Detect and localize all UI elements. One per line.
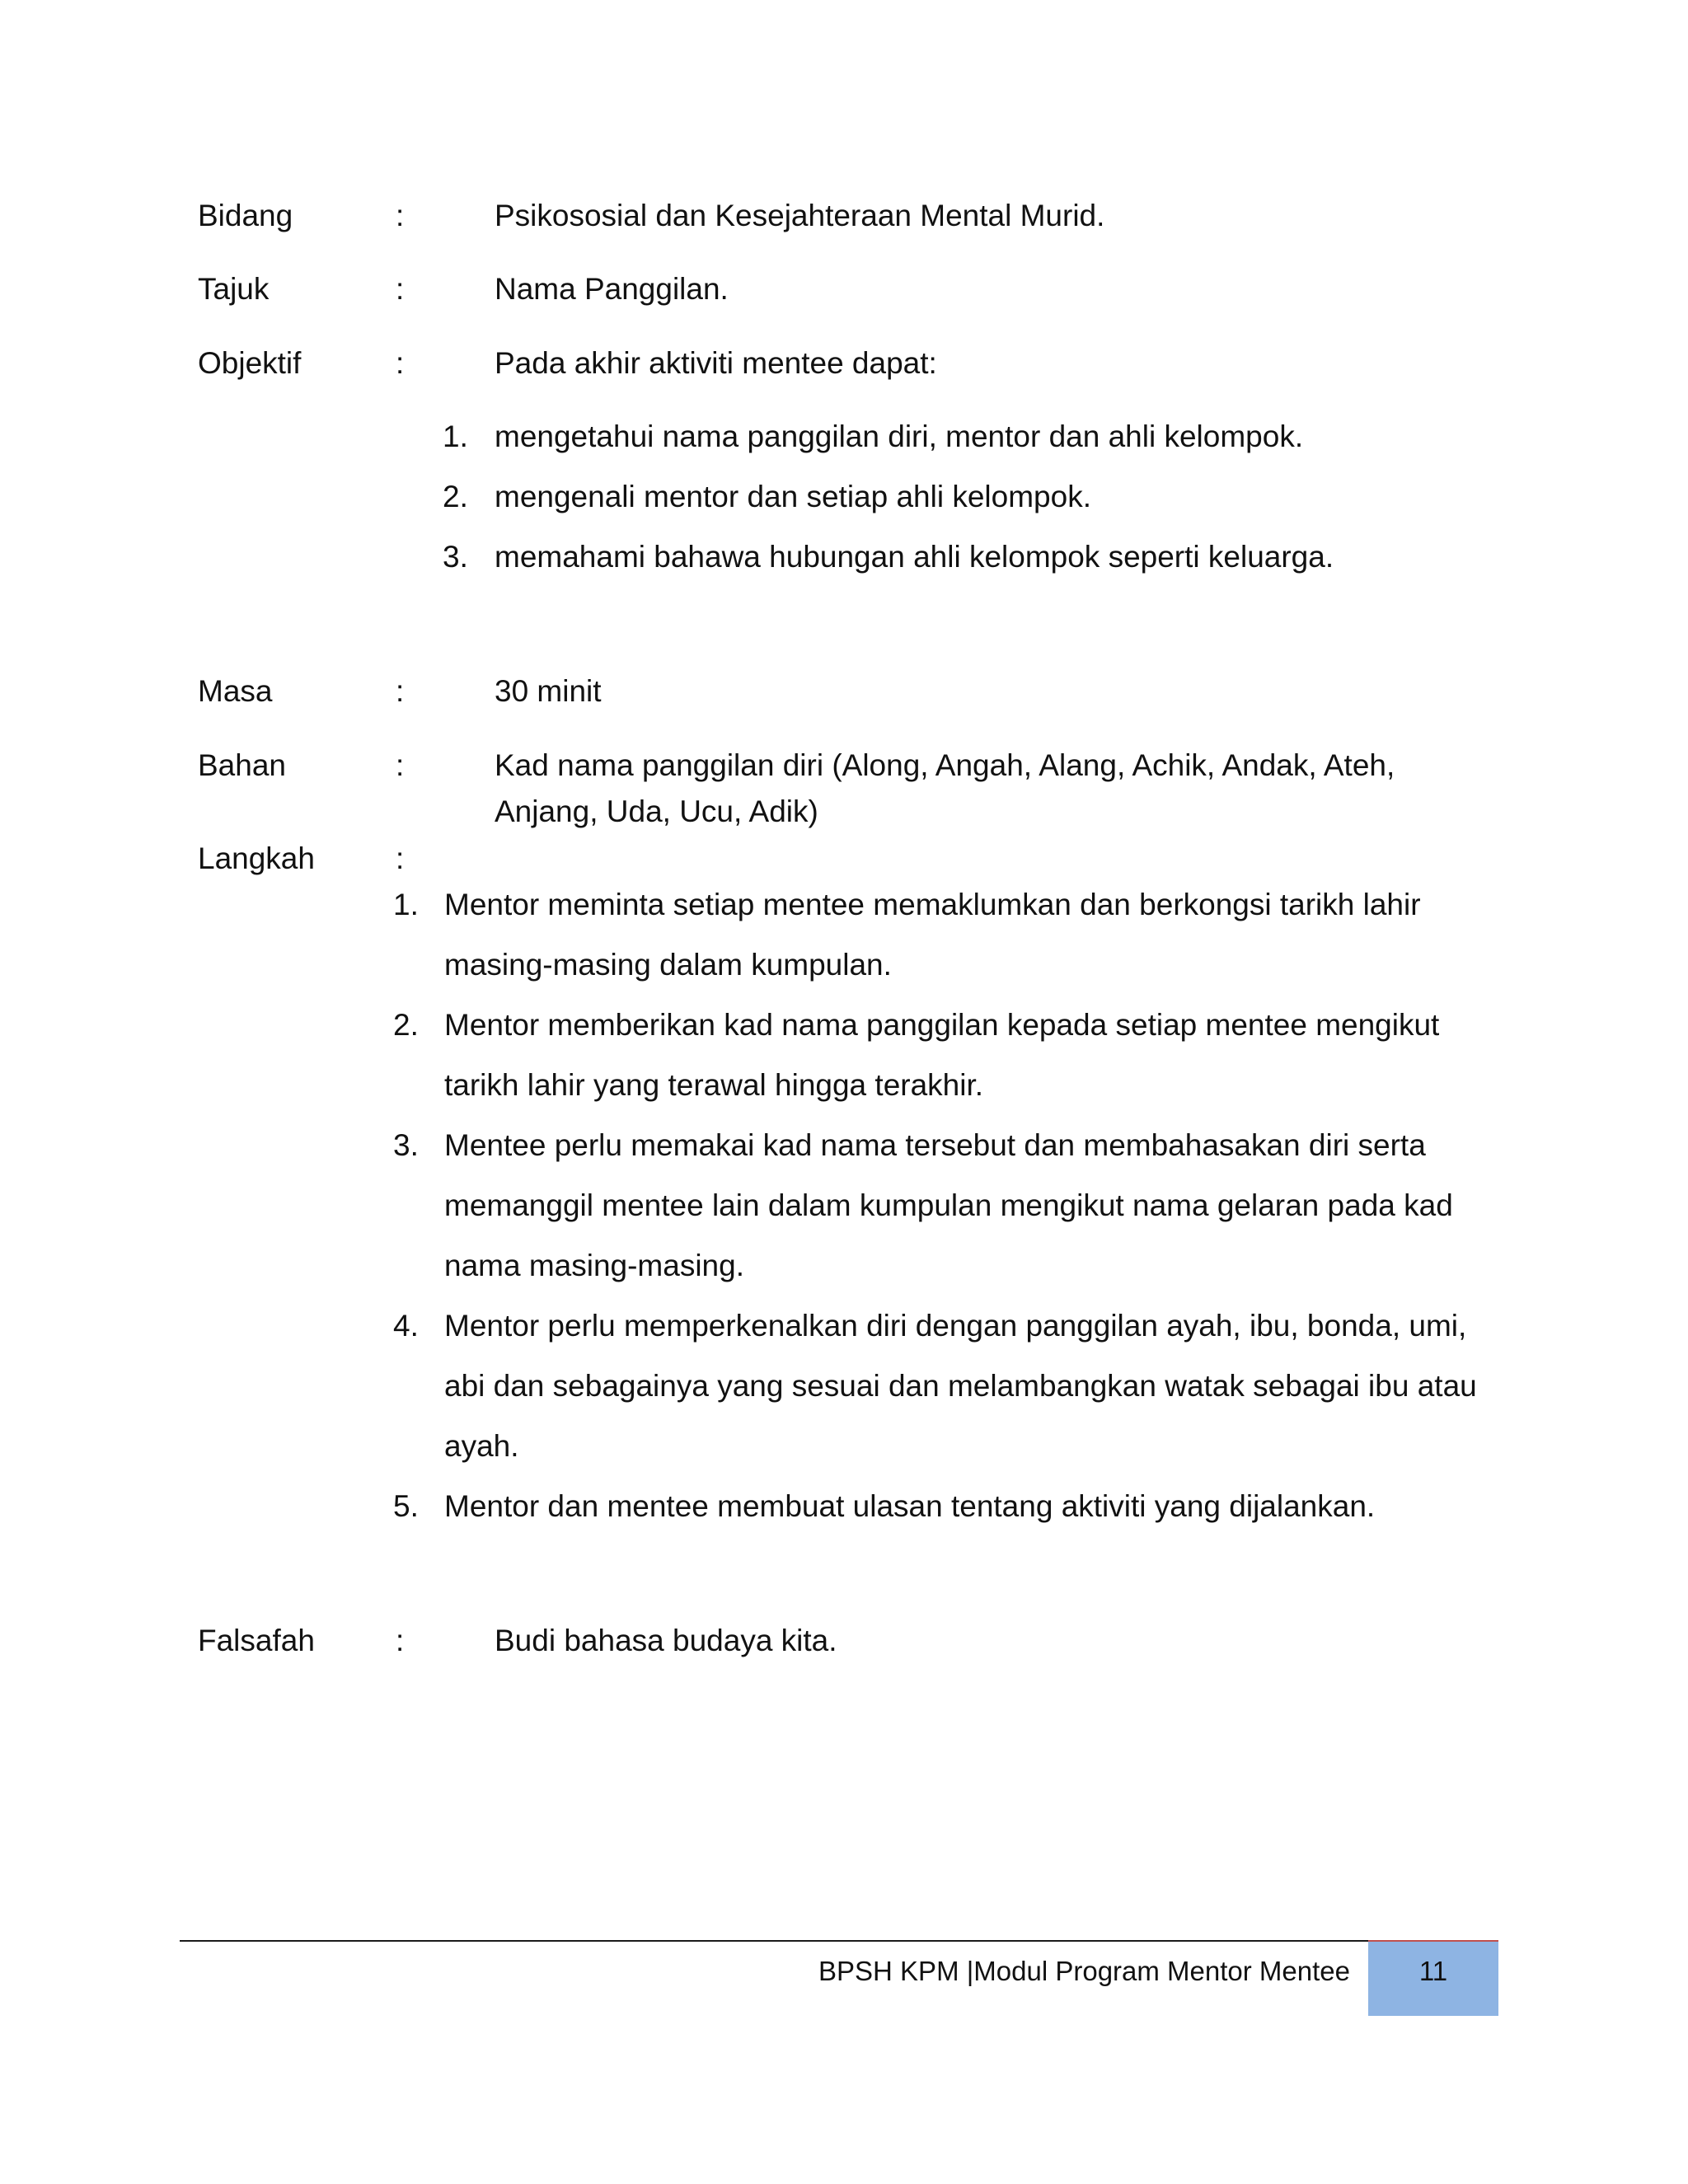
field-colon: : <box>396 1624 405 1657</box>
step-line: Mentor meminta setiap mentee memaklumkan dan berkongsi tarikh lahir <box>444 888 1421 921</box>
step-line: ayah. <box>444 1429 519 1463</box>
step-line: Mentor perlu memperkenalkan diri dengan panggilan ayah, ibu, bonda, umi, <box>444 1309 1467 1343</box>
field-label-tajuk: Tajuk <box>198 272 270 306</box>
field-value-masa: 30 minit <box>495 674 602 708</box>
field-label-bahan: Bahan <box>198 748 286 782</box>
objective-number: 3. <box>443 540 468 574</box>
page-number: 11 <box>1368 1940 1498 2016</box>
step-line: Mentee perlu memakai kad nama tersebut dan membahasakan diri serta <box>444 1128 1426 1162</box>
step-number: 4. <box>393 1309 419 1343</box>
step-number: 2. <box>393 1008 419 1042</box>
step-line: nama masing-masing. <box>444 1249 744 1282</box>
field-colon: : <box>396 674 405 708</box>
field-colon: : <box>396 841 405 875</box>
field-value-objektif: Pada akhir aktiviti mentee dapat: <box>495 346 937 380</box>
field-colon: : <box>396 748 405 782</box>
step-line: memanggil mentee lain dalam kumpulan mengikut nama gelaran pada kad <box>444 1188 1453 1222</box>
step-number: 5. <box>393 1489 419 1523</box>
field-value-bahan-line: Kad nama panggilan diri (Along, Angah, Alang, Achik, Andak, Ateh, <box>495 748 1395 782</box>
step-line: masing-masing dalam kumpulan. <box>444 948 892 982</box>
objective-number: 2. <box>443 480 468 513</box>
footer-divider <box>180 1940 1368 1942</box>
field-label-bidang: Bidang <box>198 199 293 232</box>
field-colon: : <box>396 346 405 380</box>
step-line: tarikh lahir yang terawal hingga terakhir. <box>444 1068 984 1102</box>
footer-title: BPSH KPM |Modul Program Mentor Mentee <box>818 1956 1350 1986</box>
step-number: 3. <box>393 1128 419 1162</box>
objective-item: memahami bahawa hubungan ahli kelompok seperti keluarga. <box>495 540 1334 574</box>
step-line: abi dan sebagainya yang sesuai dan melambangkan watak sebagai ibu atau <box>444 1369 1477 1403</box>
field-label-falsafah: Falsafah <box>198 1624 315 1657</box>
objective-item: mengetahui nama panggilan diri, mentor dan ahli kelompok. <box>495 419 1304 453</box>
step-line: Mentor dan mentee membuat ulasan tentang aktiviti yang dijalankan. <box>444 1489 1376 1523</box>
objective-number: 1. <box>443 419 468 453</box>
field-label-langkah: Langkah <box>198 841 315 875</box>
field-value-bidang: Psikososial dan Kesejahteraan Mental Murid. <box>495 199 1105 232</box>
field-value-bahan-line: Anjang, Uda, Ucu, Adik) <box>495 794 818 828</box>
field-colon: : <box>396 272 405 306</box>
field-label-objektif: Objektif <box>198 346 302 380</box>
field-colon: : <box>396 199 405 232</box>
objective-item: mengenali mentor dan setiap ahli kelompok. <box>495 480 1091 513</box>
field-value-tajuk: Nama Panggilan. <box>495 272 729 306</box>
step-number: 1. <box>393 888 419 921</box>
field-value-falsafah: Budi bahasa budaya kita. <box>495 1624 837 1657</box>
step-line: Mentor memberikan kad nama panggilan kepada setiap mentee mengikut <box>444 1008 1440 1042</box>
field-label-masa: Masa <box>198 674 273 708</box>
